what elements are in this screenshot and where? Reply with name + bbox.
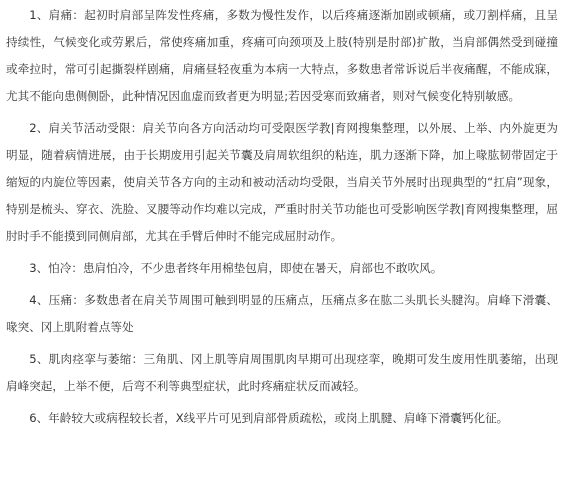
paragraph-joint-movement-limited: 2、肩关节活动受限：肩关节向各方向活动均可受限医学教|育网搜集整理，以外展、上举、内外旋更为明显，随着病情进展，由于长期废用引起关节囊及肩周软组织的粘连，肌力逐渐下降，加上喙肱韧带固定于缩短的内旋位等因素，使肩关节各方向的主动和被动活动均受限，当肩关节外展时出现典型的“扛肩”现象，特别是梳头、穿衣、洗脸、叉腰等动作均难以完成，严重时肘关节功能也可受影响医学教|育网搜集整理，屈肘时手不能摸到同侧肩部，尤其在手臂后伸时不能完成屈肘动作。 (6, 121, 558, 243)
paragraph-tenderness: 4、压痛：多数患者在肩关节周围可触到明显的压痛点，压痛点多在肱二头肌长头腱沟。肩峰下滑囊、喙突、冈上肌附着点等处 (6, 293, 558, 334)
paragraph-muscle-spasm-atrophy: 5、肌肉痉挛与萎缩：三角肌、冈上肌等肩周围肌肉早期可出现痉挛，晚期可发生废用性肌萎缩，出现肩峰突起，上举不便，后弯不利等典型症状，此时疼痛症状反而减轻。 (6, 352, 558, 393)
paragraph-xray-findings: 6、年龄较大或病程较长者，X线平片可见到肩部骨质疏松，或岗上肌腱、肩峰下滑囊钙化征。 (29, 411, 509, 425)
paragraph-shoulder-pain: 1、肩痛：起初时肩部呈阵发性疼痛，多数为慢性发作，以后疼痛逐渐加剧或顿痛，或刀割样痛，且呈持续性，气候变化或劳累后，常使疼痛加重，疼痛可向颈项及上肢(特别是肘部)扩散，当肩部偶然受到碰撞或牵拉时，常可引起撕裂样剧痛，肩痛昼轻夜重为本病一大特点，多数患者常诉说后半夜痛醒，不能成寐，尤其不能向患侧侧卧，此种情况因血虚而致者更为明显;若因受寒而致痛者，则对气候变化特别敏感。 (6, 8, 558, 103)
paragraph-fear-of-cold: 3、怕冷：患肩怕冷，不少患者终年用棉垫包肩，即使在暑天，肩部也不敢吹风。 (29, 261, 443, 275)
